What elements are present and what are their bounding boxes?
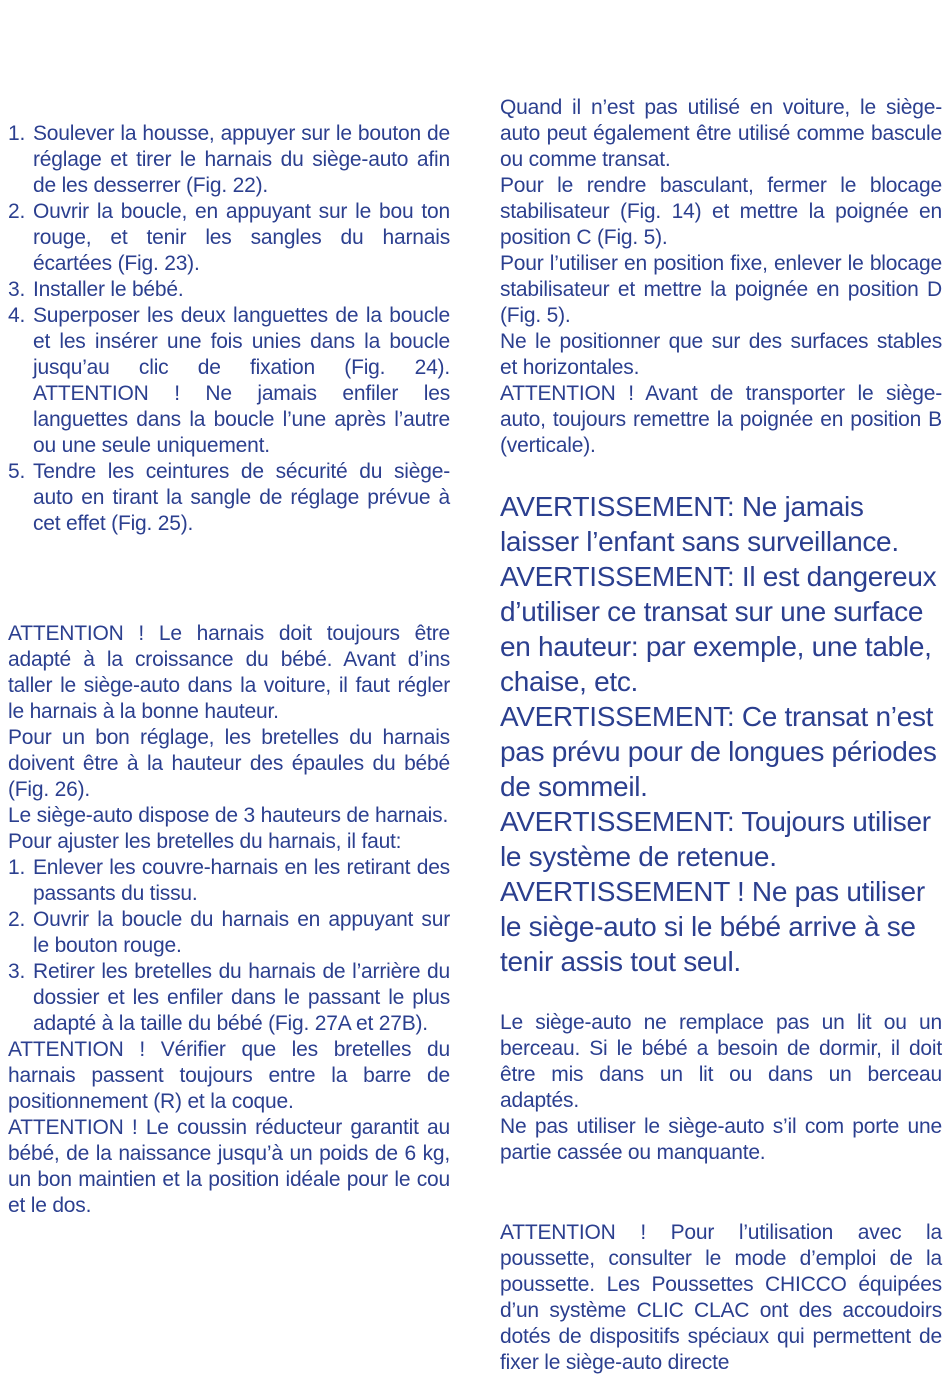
paragraph: Le siège-auto dispose de 3 hauteurs de harnais. (8, 804, 449, 827)
paragraph: Pour l’utiliser en position fixe, enlever le blocage stabilisateur et mettre la poignée en position D (Fig. 5). (500, 252, 942, 327)
step-text: Soulever la housse, appuyer sur le bouton de réglage et tirer le harnais du siège-auto afin de les desserrer (Fig. 22). (33, 122, 450, 197)
paragraph: ATTENTION ! Avant de transporter le siège-auto, toujours remettre la poignée en position B (verticale). (500, 382, 942, 457)
step-number: 1. (8, 856, 26, 879)
step-text: Retirer les bretelles du harnais de l’arrière du dossier et les enfiler dans le passant le plus adapté à la taille du bébé (Fig. 27A et 27B). (33, 960, 450, 1035)
stroller-section (500, 1220, 942, 1376)
step-number: 5. (8, 460, 26, 483)
list-item (8, 199, 450, 277)
harness-adjustment-section (8, 621, 450, 1219)
paragraph: Pour un bon réglage, les bretelles du harnais doivent être à la hauteur des épaules du bébé (Fig. 26). (8, 726, 450, 801)
paragraph: Pour ajuster les bretelles du harnais, il faut: (8, 830, 402, 853)
warnings-section (500, 489, 942, 979)
step-number: 4. (8, 304, 26, 327)
step-number: 3. (8, 278, 26, 301)
list-item (8, 959, 450, 1037)
warning-text: AVERTISSEMENT: Toujours utiliser le système de retenue. (500, 806, 931, 872)
list-item (8, 459, 450, 537)
paragraph: ATTENTION ! Le harnais doit toujours être adapté à la croissance du bébé. Avant d’ins taller le siège-auto dans la voiture, il faut régler le harnais à la bonne hauteur. (8, 622, 450, 723)
rocker-section (500, 95, 942, 459)
harness-adjust-steps (8, 855, 450, 1037)
step-text: Installer le bébé. (33, 278, 184, 301)
step-number: 1. (8, 122, 26, 145)
paragraph: Ne pas utiliser le siège-auto s’il com porte une partie cassée ou manquante. (500, 1115, 942, 1164)
step-text: Enlever les couvre-harnais en les retirant des passants du tissu. (33, 856, 450, 905)
warning-text: AVERTISSEMENT ! Ne pas utiliser le siège-auto si le bébé arrive à se tenir assis tout seul. (500, 876, 925, 977)
warning-text: AVERTISSEMENT: Ce transat n’est pas prévu pour de longues périodes de sommeil. (500, 701, 937, 802)
warning-text: AVERTISSEMENT: Ne jamais laisser l’enfant sans surveillance. (500, 491, 899, 557)
paragraph: Pour le rendre basculant, fermer le blocage stabilisateur (Fig. 14) et mettre la poignée en position C (Fig. 5). (500, 174, 942, 249)
list-item (8, 303, 450, 459)
list-item (8, 907, 450, 959)
list-item (8, 121, 450, 199)
paragraph: ATTENTION ! Vérifier que les bretelles du harnais passent toujours entre la barre de positionnement (R) et la coque. (8, 1038, 450, 1113)
paragraph: Quand il n’est pas utilisé en voiture, le siège-auto peut également être utilisé comme bascule ou comme transat. (500, 96, 942, 171)
paragraph: Ne le positionner que sur des surfaces stables et horizontales. (500, 330, 942, 379)
step-number: 2. (8, 908, 26, 931)
sleep-section (500, 1010, 942, 1166)
list-item (8, 855, 450, 907)
install-baby-steps (8, 121, 450, 537)
step-text: Superposer les deux languettes de la boucle et les insérer une fois unies dans la boucle jusqu’au clic de fixation (Fig. 24). ATTENTION ! Ne jamais enfiler les languettes dans la boucle l’une après l’autre ou une seule uniquement. (33, 304, 450, 457)
step-text: Tendre les ceintures de sécurité du siège-auto en tirant la sangle de réglage prévue à cet effet (Fig. 25). (33, 460, 450, 535)
step-number: 3. (8, 960, 26, 983)
warning-text: AVERTISSEMENT: Il est dangereux d’utiliser ce transat sur une surface en hauteur: par exemple, une table, chaise, etc. (500, 561, 937, 697)
paragraph: Le siège-auto ne remplace pas un lit ou un berceau. Si le bébé a besoin de dormir, il doit être mis dans un lit ou dans un berceau adaptés. (500, 1011, 942, 1112)
step-number: 2. (8, 200, 26, 223)
step-text: Ouvrir la boucle du harnais en appuyant sur le bouton rouge. (33, 908, 450, 957)
paragraph: ATTENTION ! Pour l’utilisation avec la poussette, consulter le mode d’emploi de la poussette. Les Poussettes CHICCO équipées d’un système CLIC CLAC ont des accoudoirs dotés de dispositifs spéciaux qui permettent de fixer le siège-auto directe (500, 1221, 942, 1374)
paragraph: ATTENTION ! Le coussin réducteur garantit au bébé, de la naissance jusqu’à un poids de 6 kg, un bon maintien et la position idéale pour le cou et le dos. (8, 1116, 450, 1217)
step-text: Ouvrir la boucle, en appuyant sur le bou ton rouge, et tenir les sangles du harnais écartées (Fig. 23). (33, 200, 450, 275)
list-item (8, 277, 450, 303)
